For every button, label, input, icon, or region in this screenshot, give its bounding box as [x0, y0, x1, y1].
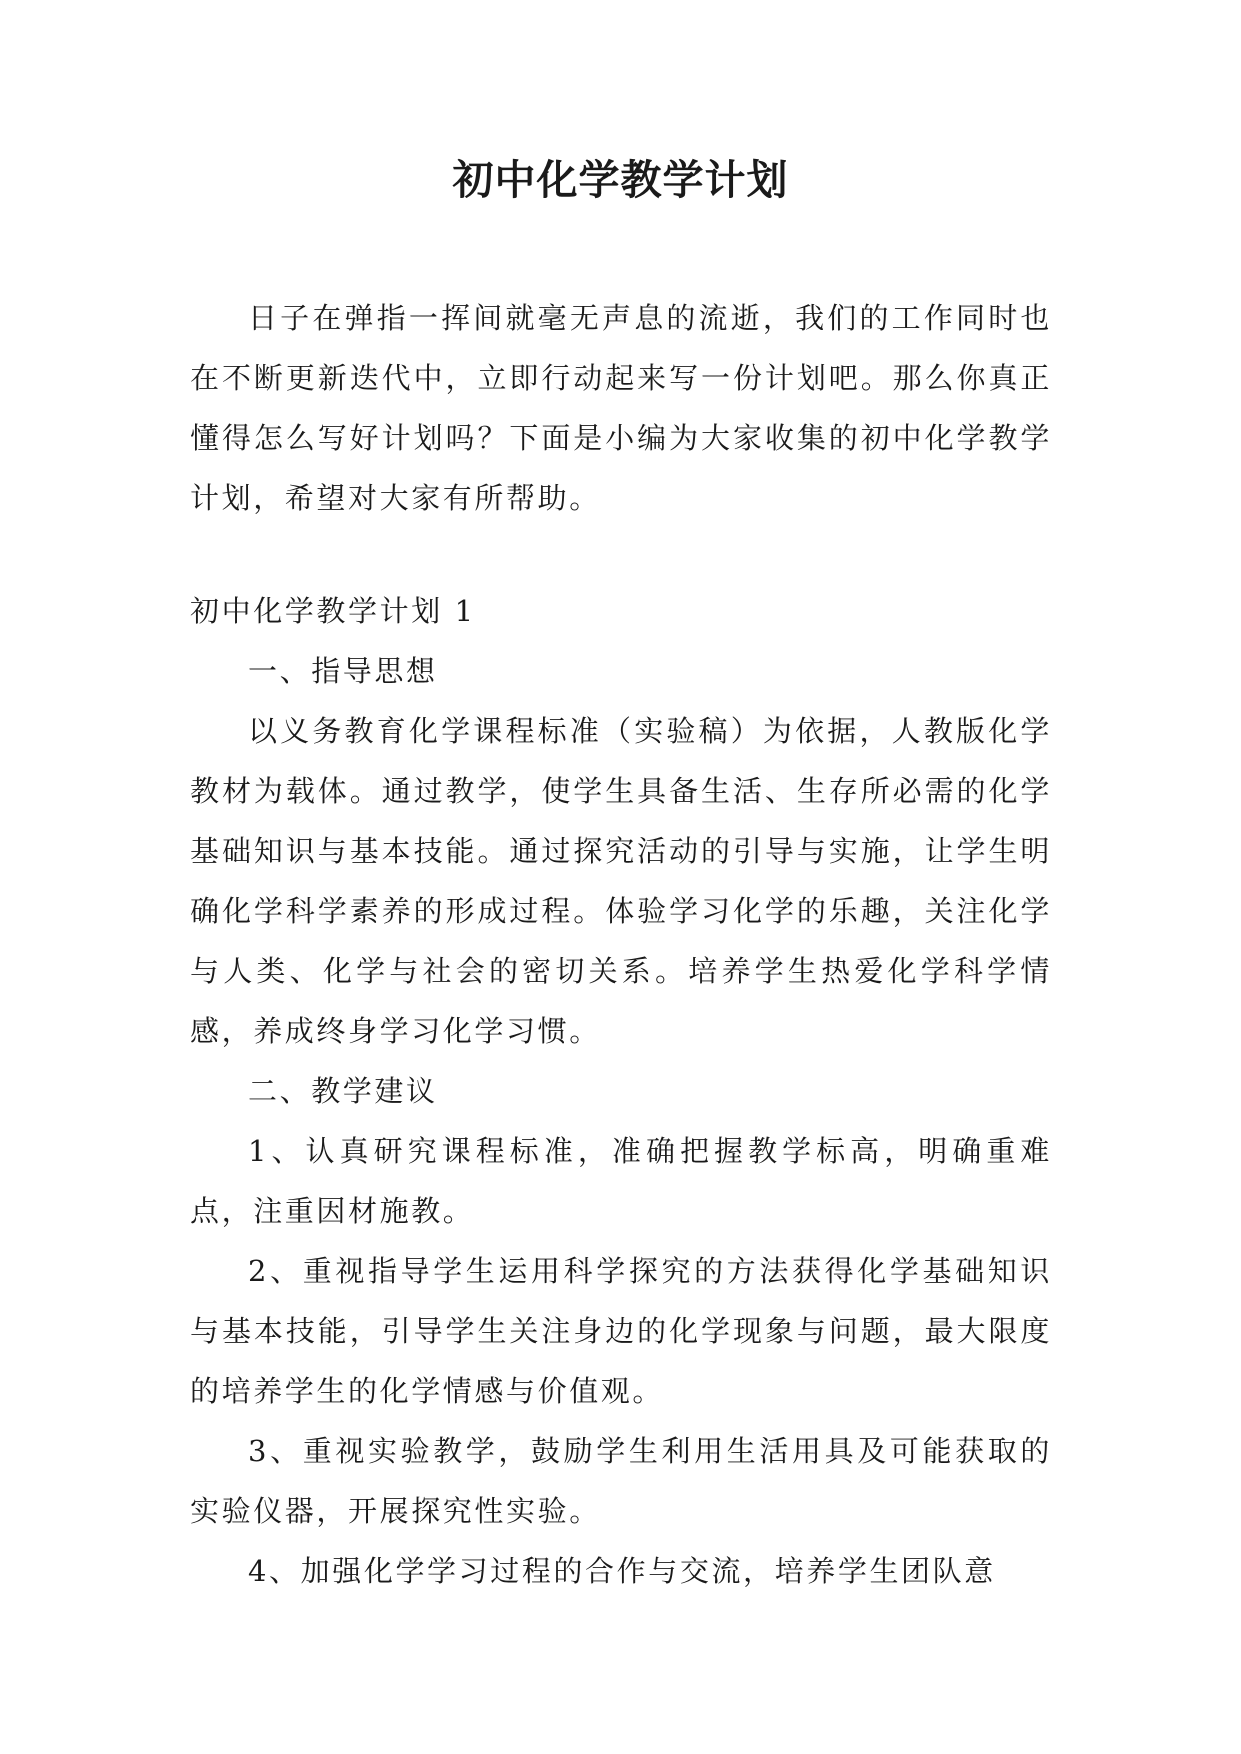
part-1-heading: 一、指导思想	[248, 654, 438, 688]
section-heading: 初中化学教学计划 1	[190, 594, 476, 628]
suggestion-item-1: 1、认真研究课程标准，准确把握教学标高，明确重难点，注重因材施教。	[190, 1134, 1052, 1228]
intro-block	[190, 288, 1052, 528]
document-title: 初中化学教学计划	[452, 156, 789, 204]
part-1-paragraph: 以义务教育化学课程标准（实验稿）为依据，人教版化学教材为载体。通过教学，使学生具备生活、生存所必需的化学基础知识与基本技能。通过探究活动的引导与实施，让学生明确化学科学素养的形成过程。体验学习化学的乐趣，关注化学与人类、化学与社会的密切关系。培养学生热爱化学科学情感，养成终身学习化学习惯。	[190, 714, 1052, 1048]
suggestion-item-2: 2、重视指导学生运用科学探究的方法获得化学基础知识与基本技能，引导学生关注身边的化学现象与问题，最大限度的培养学生的化学情感与价值观。	[190, 1254, 1052, 1408]
suggestion-item-3: 3、重视实验教学，鼓励学生利用生活用具及可能获取的实验仪器，开展探究性实验。	[190, 1434, 1052, 1528]
part-2-heading: 二、教学建议	[248, 1074, 438, 1108]
section-1	[190, 581, 1052, 1601]
intro-paragraph: 日子在弹指一挥间就毫无声息的流逝，我们的工作同时也在不断更新迭代中，立即行动起来写一份计划吧。那么你真正懂得怎么写好计划吗？下面是小编为大家收集的初中化学教学计划，希望对大家有所帮助。	[190, 301, 1052, 515]
suggestion-item-4: 4、加强化学学习过程的合作与交流，培养学生团队意	[248, 1554, 996, 1588]
